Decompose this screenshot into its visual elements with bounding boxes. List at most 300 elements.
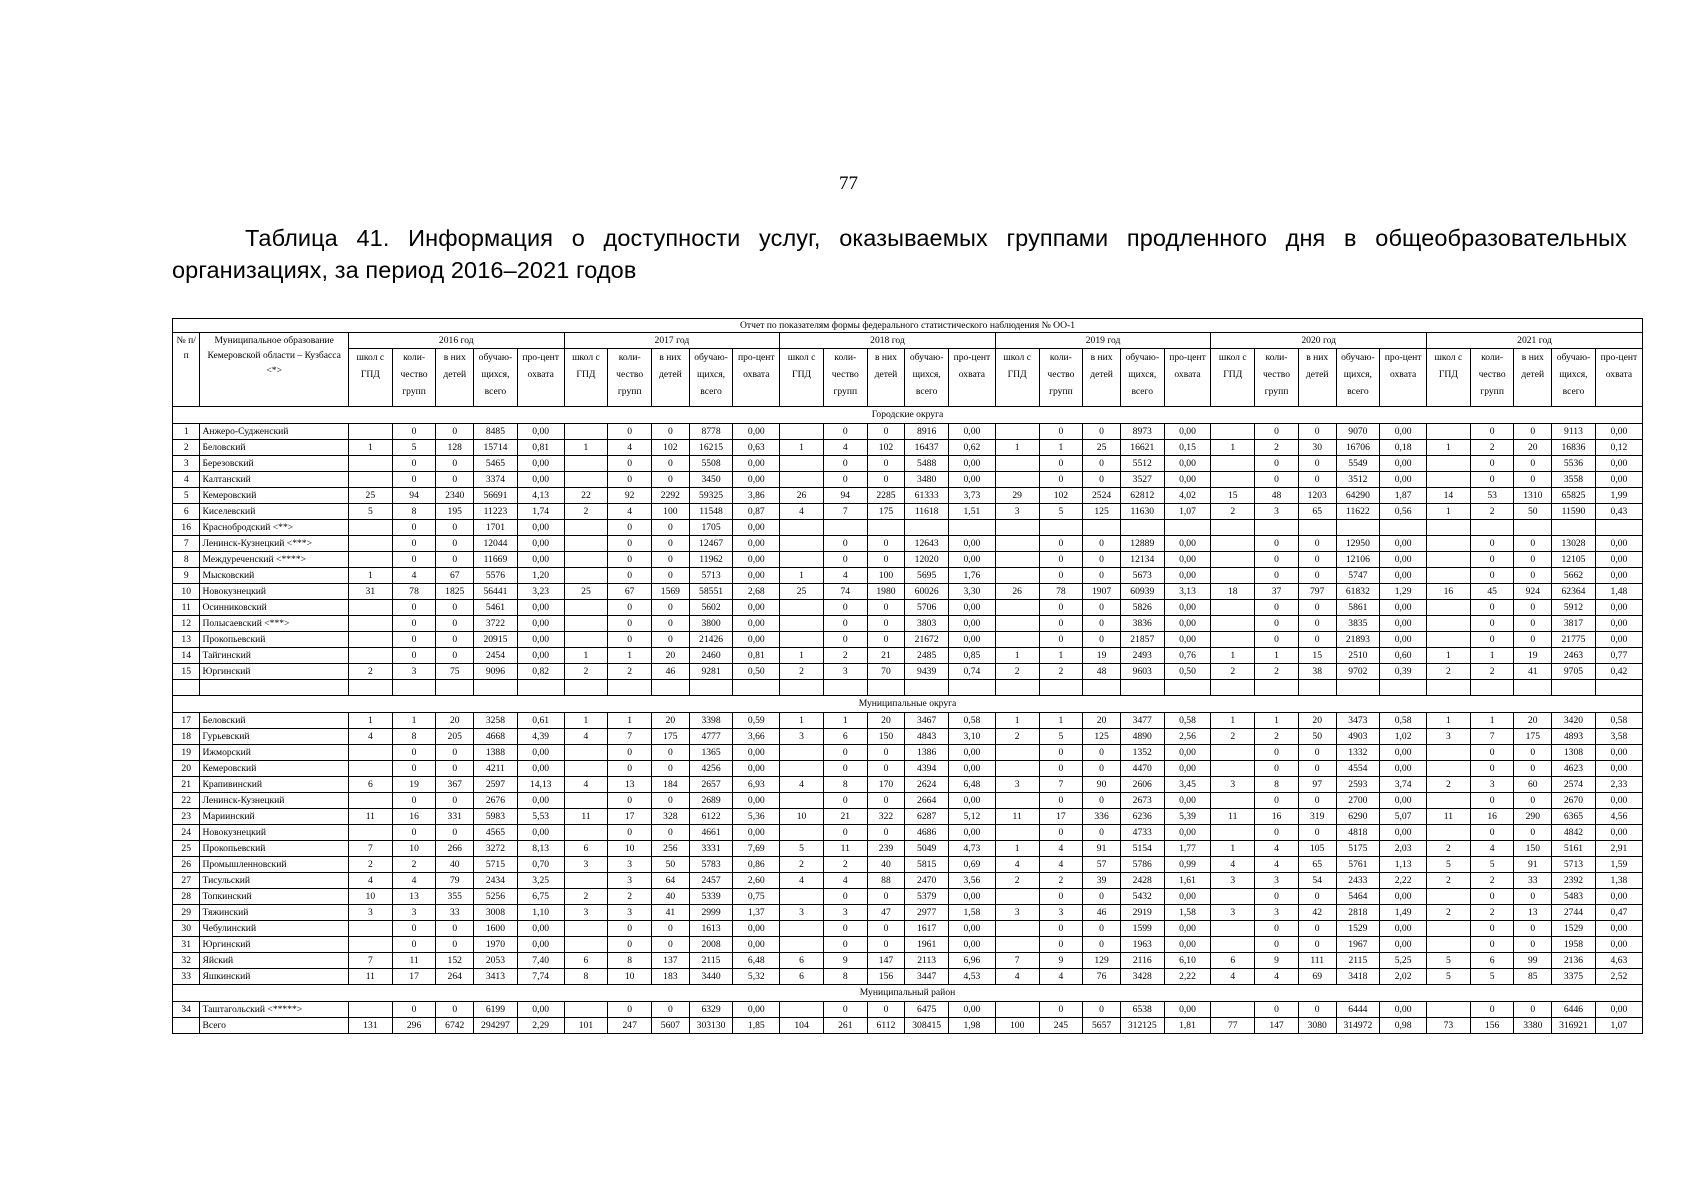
table-cell: 0 [436, 552, 474, 568]
header-sub: про-цент охвата [733, 349, 780, 407]
table-cell [1211, 616, 1255, 632]
table-cell: 0 [867, 600, 905, 616]
table-cell: 303130 [689, 1018, 733, 1034]
row-municipality: Междуреченский <****> [200, 552, 349, 568]
table-cell [1427, 600, 1471, 616]
table-cell: 8 [823, 777, 867, 793]
table-cell: 0 [1083, 568, 1121, 584]
header-sub: школ с ГПД [564, 349, 608, 407]
table-cell: 0 [652, 568, 690, 584]
table-cell: 0 [1470, 600, 1514, 616]
table-cell: 56441 [474, 584, 518, 600]
table-cell: 2999 [689, 905, 733, 921]
row-number: 10 [173, 584, 200, 600]
table-cell: 0,00 [1380, 456, 1427, 472]
table-cell [1427, 1002, 1471, 1018]
table-cell: 2676 [474, 793, 518, 809]
table-cell: 0 [1255, 793, 1299, 809]
table-cell [1514, 680, 1552, 696]
table-cell: 0 [1514, 552, 1552, 568]
table-cell: 8778 [689, 424, 733, 440]
row-municipality: Тяжинский [200, 905, 349, 921]
table-cell: 2 [348, 664, 392, 680]
table-cell: 0,00 [517, 648, 564, 664]
table-cell: 5602 [689, 600, 733, 616]
table-cell: 48 [1255, 488, 1299, 504]
table-cell: 105 [1298, 841, 1336, 857]
table-row [173, 729, 1643, 745]
table-cell: 1,76 [949, 568, 996, 584]
table-cell: 0 [1514, 424, 1552, 440]
table-cell: 8 [564, 969, 608, 985]
table-cell [995, 568, 1039, 584]
table-title: Таблица 41. Информация о доступности услуг, оказываемых группами продленного дня в общеобразовательных организациях, за период 2016–2021 годов [172, 225, 1627, 283]
table-cell: 94 [392, 488, 436, 504]
table-cell: 3527 [1120, 472, 1164, 488]
table-cell: 0,00 [1164, 745, 1211, 761]
table-cell: 64 [652, 873, 690, 889]
row-municipality: Кемеровский [200, 761, 349, 777]
table-cell: 1386 [905, 745, 949, 761]
table-cell: 16437 [905, 440, 949, 456]
table-cell: 13 [392, 889, 436, 905]
table-cell [564, 793, 608, 809]
table-cell: 5464 [1336, 889, 1380, 905]
table-cell: 0 [1298, 600, 1336, 616]
table-cell: 4 [1039, 969, 1083, 985]
table-cell: 0 [1039, 472, 1083, 488]
table-cell: 1 [564, 440, 608, 456]
table-cell: 0 [1255, 632, 1299, 648]
table-cell: 6444 [1336, 1002, 1380, 1018]
table-cell: 12467 [689, 536, 733, 552]
table-cell: 8 [392, 729, 436, 745]
header-sub: обучаю-щихся, всего [689, 349, 733, 407]
table-cell: 0 [867, 424, 905, 440]
table-cell: 78 [392, 584, 436, 600]
table-cell: 4,02 [1164, 488, 1211, 504]
table-cell: 0,00 [733, 456, 780, 472]
table-cell: 0 [867, 632, 905, 648]
table-cell: 3380 [1514, 1018, 1552, 1034]
table-cell: 26 [995, 584, 1039, 600]
table-cell [1427, 424, 1471, 440]
table-cell: 0 [392, 456, 436, 472]
table-cell: 2 [564, 504, 608, 520]
header-sub: коли-чество групп [392, 349, 436, 407]
table-cell: 0 [436, 1002, 474, 1018]
table-cell: 2 [823, 857, 867, 873]
header-sub: про-цент охвата [1380, 349, 1427, 407]
table-cell [1427, 889, 1471, 905]
table-cell: 7 [995, 953, 1039, 969]
table-cell [780, 536, 824, 552]
table-cell: 5256 [474, 889, 518, 905]
table-cell: 0,58 [1595, 713, 1642, 729]
table-cell: 0,00 [517, 536, 564, 552]
table-cell [348, 1002, 392, 1018]
table-cell: 264 [436, 969, 474, 985]
table-cell: 3467 [905, 713, 949, 729]
row-number: 23 [173, 809, 200, 825]
table-row [173, 504, 1643, 520]
table-cell: 290 [1514, 809, 1552, 825]
table-cell: 0 [392, 825, 436, 841]
table-cell: 0 [823, 761, 867, 777]
table-cell [1427, 616, 1471, 632]
table-cell: 0 [436, 424, 474, 440]
table-cell: 5483 [1552, 889, 1596, 905]
table-cell: 0 [652, 456, 690, 472]
table-cell: 0,43 [1595, 504, 1642, 520]
table-cell: 0 [392, 424, 436, 440]
table-cell: 2,91 [1595, 841, 1642, 857]
table-cell: 2689 [689, 793, 733, 809]
table-cell [780, 793, 824, 809]
table-cell: 2 [348, 857, 392, 873]
table-cell: 7,74 [517, 969, 564, 985]
table-row [173, 664, 1643, 680]
table-cell: 6 [348, 777, 392, 793]
table-cell: 9070 [1336, 424, 1380, 440]
table-cell: 4,39 [517, 729, 564, 745]
table-cell: 11 [348, 969, 392, 985]
table-cell: 0,00 [1164, 600, 1211, 616]
table-cell [608, 680, 652, 696]
table-cell: 0,00 [1380, 472, 1427, 488]
table-cell: 1 [1211, 713, 1255, 729]
row-municipality: Беловский [200, 440, 349, 456]
table-cell: 1,29 [1380, 584, 1427, 600]
table-cell: 0 [1255, 761, 1299, 777]
table-cell: 0,00 [1164, 761, 1211, 777]
table-cell: 0 [867, 921, 905, 937]
table-cell [1427, 456, 1471, 472]
row-municipality: Тисульский [200, 873, 349, 889]
table-cell: 0,00 [1595, 825, 1642, 841]
table-cell [780, 937, 824, 953]
table-cell [348, 632, 392, 648]
table-cell: 20 [652, 713, 690, 729]
table-cell [780, 520, 824, 536]
table-cell: 0,00 [1380, 568, 1427, 584]
table-cell: 0 [436, 600, 474, 616]
table-cell: 0 [392, 761, 436, 777]
table-cell: 0,00 [517, 552, 564, 568]
table-cell [1211, 600, 1255, 616]
table-cell: 3,23 [517, 584, 564, 600]
table-cell: 1,07 [1164, 504, 1211, 520]
table-cell: 0 [392, 536, 436, 552]
table-cell: 41 [652, 905, 690, 921]
table-cell: 7 [348, 953, 392, 969]
table-row [173, 921, 1643, 937]
table-cell: 0,00 [1380, 552, 1427, 568]
table-cell: 3008 [474, 905, 518, 921]
table-cell: 1332 [1336, 745, 1380, 761]
table-cell: 0 [867, 472, 905, 488]
table-cell: 924 [1514, 584, 1552, 600]
table-cell: 4 [1470, 841, 1514, 857]
table-cell: 1 [348, 713, 392, 729]
table-cell: 4668 [474, 729, 518, 745]
table-cell: 0,00 [733, 632, 780, 648]
table-cell: 5 [392, 440, 436, 456]
table-cell [1120, 680, 1164, 696]
table-row [173, 809, 1643, 825]
table-cell: 0,00 [949, 616, 996, 632]
table-cell [1211, 1002, 1255, 1018]
table-cell: 3 [608, 873, 652, 889]
table-cell [392, 680, 436, 696]
table-cell: 11962 [689, 552, 733, 568]
row-number: 30 [173, 921, 200, 937]
table-cell: 0 [652, 745, 690, 761]
row-number: 26 [173, 857, 200, 873]
table-cell: 0,60 [1380, 648, 1427, 664]
table-cell: 6236 [1120, 809, 1164, 825]
page-number: 77 [839, 173, 858, 194]
table-cell: 0,12 [1595, 440, 1642, 456]
table-cell [1211, 472, 1255, 488]
table-cell [348, 745, 392, 761]
table-cell: 6,96 [949, 953, 996, 969]
table-cell: 54 [1298, 873, 1336, 889]
row-number: 4 [173, 472, 200, 488]
table-cell: 0,00 [517, 472, 564, 488]
table-cell: 0 [1083, 793, 1121, 809]
table-cell [1211, 680, 1255, 696]
table-cell: 0 [1298, 424, 1336, 440]
table-cell: 0 [1470, 825, 1514, 841]
table-cell: 0,00 [1595, 472, 1642, 488]
header-sub: обучаю-щихся, всего [474, 349, 518, 407]
table-cell: 0 [1298, 632, 1336, 648]
table-cell: 7,69 [733, 841, 780, 857]
table-cell: 5512 [1120, 456, 1164, 472]
table-cell: 3 [995, 504, 1039, 520]
table-cell: 12134 [1120, 552, 1164, 568]
header-sub: в них детей [1083, 349, 1121, 407]
table-cell: 0,00 [733, 552, 780, 568]
table-cell [1336, 520, 1380, 536]
table-cell: 0,00 [949, 793, 996, 809]
table-cell: 0,47 [1595, 905, 1642, 921]
row-municipality: Крапивинский [200, 777, 349, 793]
row-municipality: Гурьевский [200, 729, 349, 745]
table-cell: 0,00 [1595, 1002, 1642, 1018]
table-cell: 5786 [1120, 857, 1164, 873]
header-sub: коли-чество групп [1255, 349, 1299, 407]
table-cell: 6475 [905, 1002, 949, 1018]
table-cell: 22 [564, 488, 608, 504]
table-cell: 7 [1470, 729, 1514, 745]
table-cell: 0 [1255, 600, 1299, 616]
table-cell: 5815 [905, 857, 949, 873]
table-cell: 2 [1427, 664, 1471, 680]
row-municipality: Всего [200, 1018, 349, 1034]
table-cell: 92 [608, 488, 652, 504]
table-cell: 11 [823, 841, 867, 857]
table-cell: 0 [1255, 616, 1299, 632]
table-cell: 5339 [689, 889, 733, 905]
table-cell: 3 [823, 905, 867, 921]
table-cell: 0 [1298, 937, 1336, 953]
table-cell: 67 [608, 584, 652, 600]
table-cell: 4733 [1120, 825, 1164, 841]
table-cell [1211, 456, 1255, 472]
table-cell [564, 680, 608, 696]
table-cell [564, 761, 608, 777]
table-cell: 0,00 [949, 889, 996, 905]
table-cell: 17 [608, 809, 652, 825]
table-cell: 1 [564, 648, 608, 664]
table-cell: 57 [1083, 857, 1121, 873]
table-cell: 97 [1298, 777, 1336, 793]
row-number: 2 [173, 440, 200, 456]
table-cell: 1 [1427, 504, 1471, 520]
table-cell: 102 [652, 440, 690, 456]
table-cell: 2 [392, 857, 436, 873]
table-cell: 0 [1298, 889, 1336, 905]
row-municipality: Юргинский [200, 937, 349, 953]
table-cell: 0 [1039, 761, 1083, 777]
table-cell: 0,00 [1595, 921, 1642, 937]
table-cell: 0 [1470, 456, 1514, 472]
table-cell: 53 [1470, 488, 1514, 504]
table-cell: 5576 [474, 568, 518, 584]
table-cell [564, 552, 608, 568]
row-number: 34 [173, 1002, 200, 1018]
table-row [173, 953, 1643, 969]
table-cell: 0,00 [517, 793, 564, 809]
table-row [173, 584, 1643, 600]
table-cell: 4843 [905, 729, 949, 745]
table-cell: 0 [823, 937, 867, 953]
table-cell: 25 [780, 584, 824, 600]
table-cell: 0,00 [733, 568, 780, 584]
table-cell: 47 [867, 905, 905, 921]
table-cell: 2115 [689, 953, 733, 969]
table-cell: 3 [392, 905, 436, 921]
table-cell: 1 [995, 713, 1039, 729]
table-cell [1083, 520, 1121, 536]
table-cell: 0 [436, 456, 474, 472]
table-cell: 50 [1514, 504, 1552, 520]
section-title: Муниципальный район [173, 985, 1643, 1002]
table-cell: 16621 [1120, 440, 1164, 456]
table-cell: 2744 [1552, 905, 1596, 921]
table-cell: 0 [1083, 761, 1121, 777]
table-cell: 1 [1211, 841, 1255, 857]
table-cell: 0 [1470, 889, 1514, 905]
table-row [173, 905, 1643, 921]
table-cell: 1365 [689, 745, 733, 761]
table-cell: 0,00 [1595, 536, 1642, 552]
table-cell: 0 [1083, 937, 1121, 953]
table-cell: 0 [652, 825, 690, 841]
header-sub: школ с ГПД [995, 349, 1039, 407]
table-cell: 58551 [689, 584, 733, 600]
table-cell: 2 [1470, 873, 1514, 889]
table-cell: 2,68 [733, 584, 780, 600]
table-cell: 5 [1427, 969, 1471, 985]
table-cell: 2485 [905, 648, 949, 664]
table-cell: 0 [867, 1002, 905, 1018]
table-cell: 0 [1298, 456, 1336, 472]
table-cell: 1 [1470, 648, 1514, 664]
table-cell: 9603 [1120, 664, 1164, 680]
table-cell: 4565 [474, 825, 518, 841]
table-cell: 0,00 [1164, 616, 1211, 632]
table-cell: 5673 [1120, 568, 1164, 584]
row-municipality: Березовский [200, 456, 349, 472]
table-cell [1211, 889, 1255, 905]
table-cell: 6 [780, 953, 824, 969]
table-cell: 2 [1470, 905, 1514, 921]
table-cell: 3080 [1298, 1018, 1336, 1034]
table-cell: 45 [1470, 584, 1514, 600]
table-cell: 31 [348, 584, 392, 600]
table-cell: 5912 [1552, 600, 1596, 616]
table-cell: 5695 [905, 568, 949, 584]
table-cell [995, 536, 1039, 552]
table-cell: 16836 [1552, 440, 1596, 456]
header-year: 2017 год [564, 333, 780, 349]
table-cell: 0,81 [517, 440, 564, 456]
header-sub: в них детей [1298, 349, 1336, 407]
table-cell: 2 [1427, 905, 1471, 921]
row-municipality: Таштагольский <*****> [200, 1002, 349, 1018]
table-cell: 0,00 [1164, 536, 1211, 552]
table-cell: 12020 [905, 552, 949, 568]
table-cell: 1,38 [1595, 873, 1642, 889]
table-cell: 0 [1039, 745, 1083, 761]
table-cell [1427, 536, 1471, 552]
table-cell: 4661 [689, 825, 733, 841]
table-cell: 21775 [1552, 632, 1596, 648]
table-cell: 5488 [905, 456, 949, 472]
table-cell: 12105 [1552, 552, 1596, 568]
table-cell: 2116 [1120, 953, 1164, 969]
table-cell: 1,61 [1164, 873, 1211, 889]
table-cell: 2,22 [1380, 873, 1427, 889]
table-cell: 2673 [1120, 793, 1164, 809]
table-cell: 0 [823, 472, 867, 488]
table-cell: 2340 [436, 488, 474, 504]
table-cell: 296 [392, 1018, 436, 1034]
table-cell: 3 [348, 905, 392, 921]
table-cell: 137 [652, 953, 690, 969]
table-cell: 3440 [689, 969, 733, 985]
table-cell [867, 680, 905, 696]
table-cell: 2 [1039, 873, 1083, 889]
table-cell [1039, 520, 1083, 536]
table-cell: 0,50 [733, 664, 780, 680]
table-cell [348, 616, 392, 632]
table-cell: 0 [867, 825, 905, 841]
table-cell: 0 [1083, 424, 1121, 440]
table-cell: 5662 [1552, 568, 1596, 584]
table-cell: 0 [1470, 536, 1514, 552]
table-cell: 0,99 [1164, 857, 1211, 873]
table-cell: 0 [1514, 632, 1552, 648]
table-cell: 0 [1255, 825, 1299, 841]
table-cell: 1310 [1514, 488, 1552, 504]
table-cell: 16 [1255, 809, 1299, 825]
table-cell: 21 [823, 809, 867, 825]
header-sub: школ с ГПД [1427, 349, 1471, 407]
